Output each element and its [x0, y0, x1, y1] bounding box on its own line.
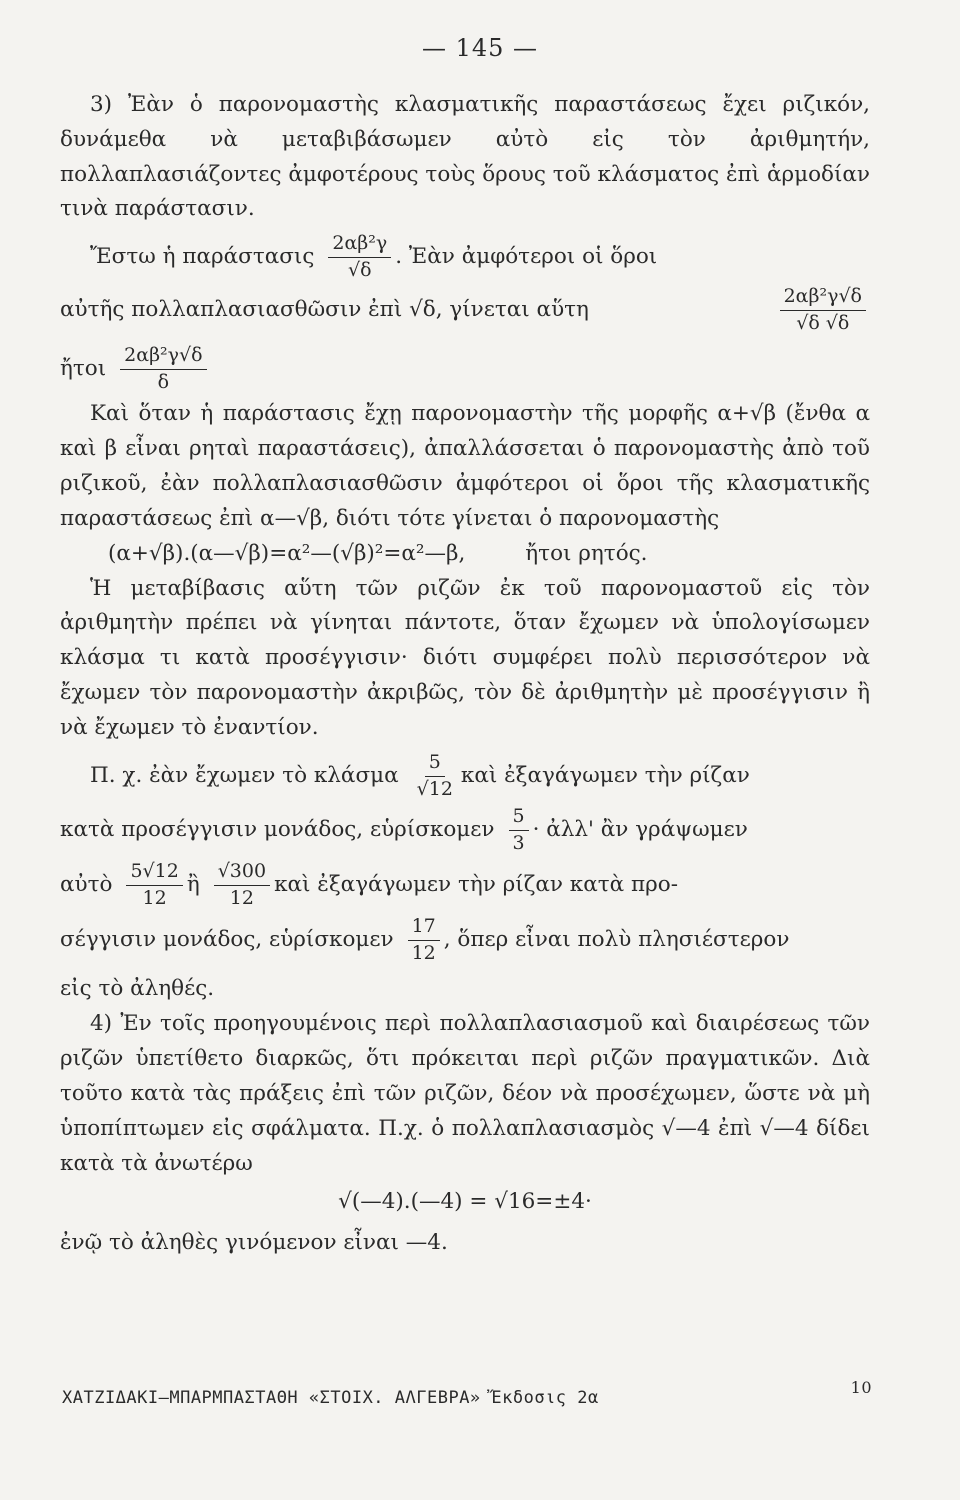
fraction-numerator: 2αβ²γ: [328, 233, 391, 258]
row-itoi: [60, 345, 870, 394]
auto-text-2: καὶ ἐξαγάγωμεν τὴν ρίζαν κατὰ προ-: [274, 871, 678, 897]
fraction-numerator: 2αβ²γ√δ: [780, 286, 866, 311]
fraction-numerator: 5√12: [126, 861, 182, 886]
fraction-denominator: 12: [229, 886, 254, 909]
row-esto: [60, 233, 870, 282]
eno-text: ἐνῷ τὸ ἀληθὲς γινόμενον εἶναι —4.: [60, 1230, 448, 1256]
eis-to-alithes: εἰς τὸ ἀληθές.: [60, 976, 215, 1002]
fraction-denominator: √δ √δ: [796, 311, 850, 334]
signature-number: 10: [850, 1378, 872, 1397]
fraction-auto-1: [126, 861, 182, 910]
page-number: — 145 —: [421, 34, 539, 62]
fraction-numerator: 2αβ²γ√δ: [120, 345, 206, 370]
formula-1-tail: ἤτοι ρητός.: [525, 540, 648, 566]
seg-text-2: , ὅπερ εἶναι πολὺ πλησιέστερον: [443, 926, 790, 952]
row-auto: [60, 861, 870, 910]
row-formula-1: [60, 537, 870, 572]
fraction-seg: [408, 916, 440, 965]
fraction-denominator: √δ: [348, 259, 372, 282]
footer: [62, 1378, 872, 1408]
fraction-denominator: 12: [411, 941, 436, 964]
paragraph-kai-otan: Καὶ ὅταν ἡ παράστασις ἔχῃ παρονομαστὴν τῆς μορφῆς α+√β (ἔνθα α καὶ β εἶναι ρηταὶ παραστάσεις), ἀπαλλάσσεται ὁ παρονομαστὴς ἀπὸ τοῦ ριζικοῦ, ἐὰν πολλαπλασιασθῶσιν ἀμφότεροι οἱ ὅροι τῆς κλασματικῆς παραστάσεως ἐπὶ α—√β, διότι τότε γίνεται ὁ παρονομαστὴς: [60, 401, 870, 531]
fraction-numerator: 17: [408, 916, 440, 941]
ean-amfoteroi-text: . Ἐὰν ἀμφότεροι οἱ ὅροι: [395, 244, 658, 270]
fraction-denominator: 12: [142, 886, 167, 909]
fraction-numerator: √300: [214, 861, 270, 886]
footer-title: ΧΑΤΖΙΔΑΚΙ—ΜΠΑΡΜΠΑΣΤΑΘΗ «ΣΤΟΙΧ. ΑΛΓΕΒΡΑ» Ἔκδοσις 2α: [62, 1388, 599, 1408]
auto-text: αὐτὸ: [60, 871, 113, 897]
example-text-2: καὶ ἐξαγάγωμεν τὴν ρίζαν: [460, 762, 750, 788]
example-text: Π. χ. ἐὰν ἔχωμεν τὸ κλάσμα: [90, 762, 399, 788]
fraction-numerator: 5: [425, 752, 445, 777]
kata-text-2: · ἀλλ' ἂν γράψωμεν: [532, 817, 748, 843]
fraction-numerator: 5: [509, 806, 529, 831]
kata-text: κατὰ προσέγγισιν μονάδος, εὑρίσκομεν: [60, 817, 495, 843]
formula-2: √(—4).(—4) = √16=±4·: [338, 1189, 592, 1215]
row-autis: [60, 286, 870, 335]
fraction-2: [780, 286, 866, 335]
paragraph-3-intro: 3) Ἐὰν ὁ παρονομαστὴς κλασματικῆς παραστάσεως ἔχει ριζικόν, δυνάμεθα νὰ μεταβιβάσωμεν αὐτὸ εἰς τὸν ἀριθμητήν, πολλαπλασιάζοντες ἀμφοτέρους τοὺς ὅρους τοῦ κλάσματος ἐπὶ ἁρμοδίαν τινὰ παράστασιν.: [60, 92, 870, 222]
fraction-auto-2: [214, 861, 270, 910]
fraction-esto: [328, 233, 391, 282]
fraction-denominator: 3: [512, 832, 525, 855]
seg-text: σέγγισιν μονάδος, εὑρίσκομεν: [60, 926, 394, 952]
row-kata: [60, 806, 870, 855]
row-example: [60, 752, 870, 801]
esto-text: Ἔστω ἡ παράστασις: [90, 244, 315, 270]
fraction-3: [120, 345, 206, 394]
autis-text: αὐτῆς πολλαπλασιασθῶσιν ἐπὶ √δ, γίνεται αὕτη: [60, 296, 589, 322]
page-body: [60, 88, 870, 1261]
row-seg: [60, 916, 870, 965]
fraction-denominator: √12: [416, 777, 453, 800]
paragraph-metavivasis: Ἡ μεταβίβασις αὕτη τῶν ριζῶν ἐκ τοῦ παρονομαστοῦ εἰς τὸν ἀριθμητὴν πρέπει νὰ γίνηται πάντοτε, ὅταν ἔχωμεν νὰ ὑπολογίσωμεν κλάσμα τι κατὰ προσέγγισιν· διότι συμφέρει πολὺ περισσότερον νὰ ἔχωμεν τὸν παρονομαστὴν ἀκριβῶς, τὸν δὲ ἀριθμητὴν μὲ προσέγγισιν ἢ νὰ ἔχωμεν τὸ ἐναντίον.: [60, 575, 870, 740]
fraction-example: [413, 752, 457, 801]
paragraph-4: 4) Ἐν τοῖς προηγουμένοις περὶ πολλαπλασιασμοῦ καὶ διαιρέσεως τῶν ριζῶν ὑπετίθετο διαρκῶς, ὅτι πρόκειται περὶ ριζῶν πραγματικῶν. Διὰ τοῦτο κατὰ τὰς πράξεις ἐπὶ τῶν ριζῶν, δέον νὰ προσέχωμεν, ὥστε νὰ μὴ ὑποπίπτωμεν εἰς σφάλματα. Π.χ. ὁ πολλαπλασιασμὸς √—4 ἐπὶ √—4 δίδει κατὰ τὰ ἀνωτέρω: [60, 1011, 870, 1176]
auto-or: ἢ: [186, 871, 200, 897]
formula-1: (α+√β).(α—√β)=α²—(√β)²=α²—β,: [108, 540, 466, 566]
fraction-kata: [509, 806, 529, 855]
fraction-denominator: δ: [157, 370, 170, 393]
itoi-text: ἤτοι: [60, 355, 107, 381]
